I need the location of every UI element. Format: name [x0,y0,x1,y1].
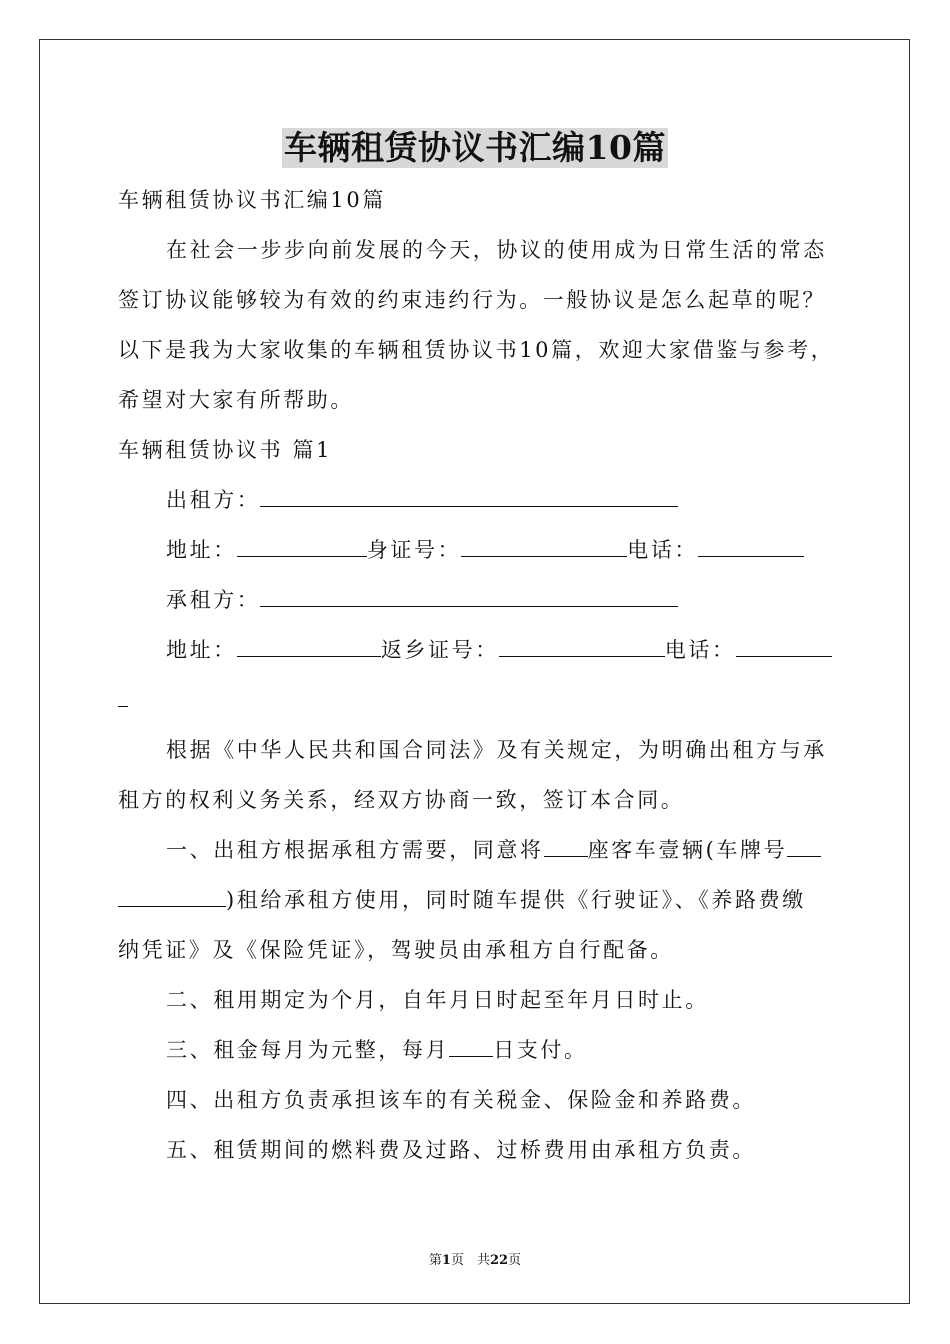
page-border [39,39,910,1304]
phone-blank-1 [698,538,804,557]
lessee-blank [260,588,678,607]
intro-line-3: 以下是我为大家收集的车辆租赁协议书10篇，欢迎大家借鉴与参考， [118,338,835,362]
clause-1-row [166,836,821,864]
footer-suffix: 页 [508,1253,522,1268]
lessor-blank [260,488,678,507]
return-id-label: 返乡证号： [380,638,499,662]
lessee-details-row [166,636,832,664]
phone-label-2: 电话： [664,638,736,662]
document-subtitle: 车辆租赁协议书汇编10篇 [118,188,386,212]
clause-2: 二、租用期定为个月，自年月日时起至年月日时止。 [166,988,709,1012]
footer-total-pages: 22 [489,1253,509,1268]
address-label-2: 地址： [166,638,237,662]
body-line-2: 租方的权利义务关系，经双方协商一致，签订本合同。 [118,788,685,812]
return-id-blank [499,638,665,657]
clause-1-cont [118,886,806,914]
clause-5: 五、租赁期间的燃料费及过路、过桥费用由承租方负责。 [166,1138,756,1162]
page-footer [0,1249,950,1268]
clause-1-mid: 座客车壹辆(车牌号 [587,838,788,862]
intro-line-1: 在社会一步步向前发展的今天，协议的使用成为日常生活的常态 [166,238,827,262]
document-title: 车辆租赁协议书汇编10篇 [284,128,666,167]
clause-1-rest: )租给承租方使用，同时随车提供《行驶证》、《养路费缴 [226,888,806,912]
address-blank-2 [237,638,381,657]
lessor-row [166,486,678,514]
clause-3-end: 日支付。 [493,1038,588,1062]
seats-blank [544,838,588,857]
plate-blank-1 [787,838,821,857]
phone-blank-2 [736,638,832,657]
lessee-label: 承租方： [166,588,261,612]
intro-line-4: 希望对大家有所帮助。 [118,388,354,412]
footer-prefix: 第 [428,1253,442,1268]
title-container [0,128,950,168]
id-label: 身证号： [366,538,462,562]
lessor-label: 出租方： [166,488,261,512]
clause-3-start: 三、租金每月为元整，每月 [166,1038,450,1062]
lessee-row [166,586,678,614]
wrap-blank [118,688,128,707]
plate-blank-2 [118,888,226,907]
section-heading: 车辆租赁协议书 篇1 [118,438,333,462]
footer-page-number: 1 [441,1253,451,1268]
wrap-underline-row [118,686,128,714]
footer-mid: 页 共 [450,1253,490,1268]
address-blank-1 [237,538,367,557]
intro-line-2: 签订协议能够较为有效的约束违约行为。一般协议是怎么起草的呢？ [118,288,826,312]
clause-3-row [166,1036,588,1064]
clause-1-start: 一、出租方根据承租方需要，同意将 [166,838,544,862]
body-line-5: 纳凭证》及《保险凭证》，驾驶员由承租方自行配备。 [118,938,674,962]
id-blank [461,538,627,557]
address-label-1: 地址： [166,538,237,562]
phone-label-1: 电话： [627,538,699,562]
clause-4: 四、出租方负责承担该车的有关税金、保险金和养路费。 [166,1088,756,1112]
lessor-details-row [166,536,804,564]
body-line-1: 根据《中华人民共和国合同法》及有关规定，为明确出租方与承 [166,738,827,762]
payday-blank [449,1038,493,1057]
